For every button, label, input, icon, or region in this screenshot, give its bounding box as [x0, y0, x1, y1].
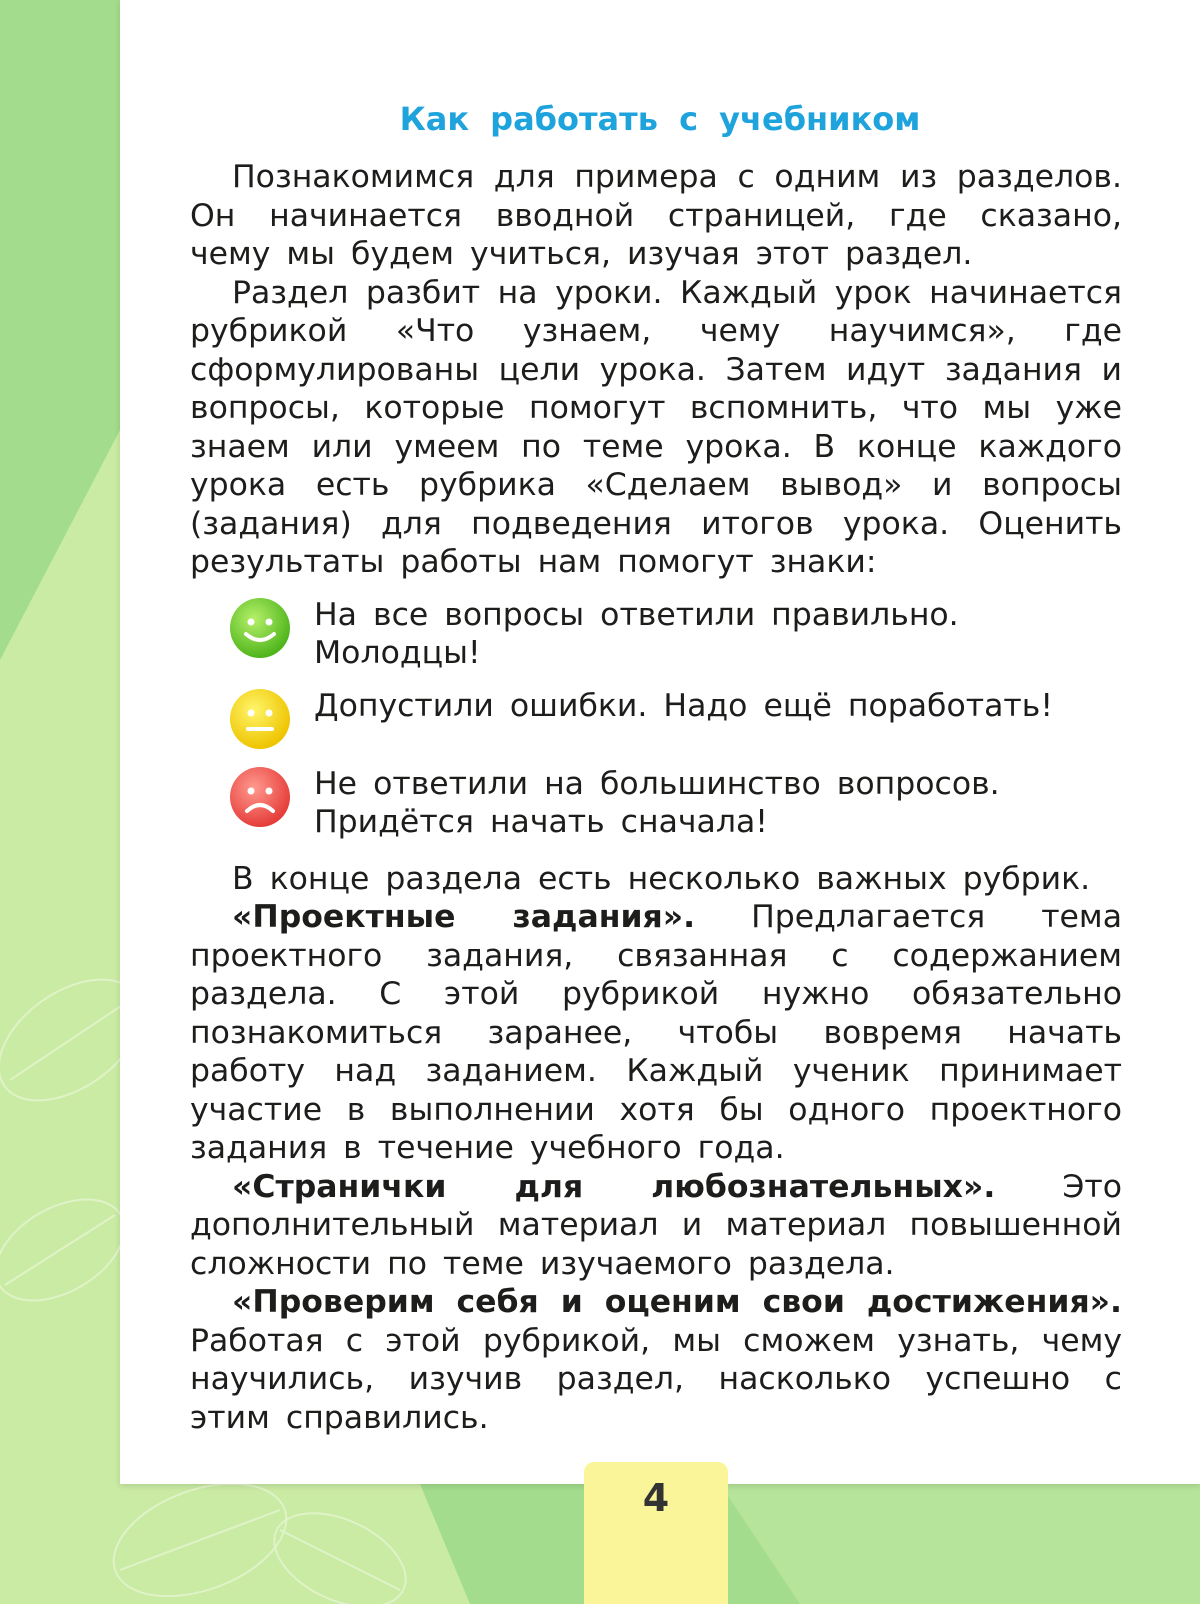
- mark-correct: [190, 596, 1122, 673]
- rubric-text: Предлагается тема проектного задания, связанная с содержанием раздела. С этой рубрикой нужно обязательно познакомиться заранее, чтобы вовремя начать работу над заданием. Каждый ученик принимает участие в выполнении хотя бы одного проектного задания в течение учебного года.: [190, 899, 1123, 1166]
- page-number: 4: [642, 1476, 670, 1520]
- rubric-text: Работая с этой рубрикой, мы сможем узнать, чему научились, изучив раздел, насколько успешно с этим справились.: [190, 1322, 1122, 1436]
- main-text: [190, 158, 1122, 1437]
- intro-paragraph: Познакомимся для примера с одним из разделов. Он начинается вводной страницей, где сказано, чему мы будем учиться, изучая этот раздел.: [190, 159, 1122, 272]
- green-smile-icon: [228, 596, 292, 660]
- page-number-tab: [584, 1462, 728, 1604]
- mark-errors-text: Допустили ошибки. Надо ещё поработать!: [314, 687, 1053, 724]
- rubric-projects: [190, 898, 1122, 1168]
- evaluation-marks: [190, 596, 1122, 842]
- yellow-neutral-face-icon: [228, 687, 292, 751]
- rubric-title: «Странички для любознательных».: [232, 1168, 996, 1205]
- mark-errors: [190, 687, 1122, 751]
- rubric-title: «Проверим себя и оценим свои достижения».: [232, 1284, 1122, 1320]
- mark-failed-text: Не ответили на большинство вопросов. Придётся начать сначала!: [314, 765, 1000, 840]
- rubric-selfcheck: [190, 1283, 1122, 1437]
- mark-failed: [190, 765, 1122, 842]
- page-title: Как работать с учебником: [399, 100, 921, 138]
- rubric-text: Это дополнительный материал и материал повышенной сложности по теме изучаемого раздела.: [190, 1168, 1122, 1282]
- rubrics-intro: В конце раздела есть несколько важных рубрик.: [232, 860, 1091, 897]
- rubric-curious: [190, 1168, 1122, 1284]
- rubric-title: «Проектные задания».: [232, 899, 696, 935]
- mark-correct-text: На все вопросы ответили правильно. Молодцы!: [314, 596, 959, 671]
- lessons-paragraph: Раздел разбит на уроки. Каждый урок начинается рубрикой «Что узнаем, чему научимся», где сформулированы цели урока. Затем идут задания и вопросы, которые помогут вспомнить, что мы уже знаем или умеем по теме урока. В конце каждого урока есть рубрика «Сделаем вывод» и вопросы (задания) для подведения итогов урока. Оценить результаты работы нам помогут знаки:: [190, 274, 1122, 580]
- red-sad-face-icon: [228, 765, 292, 829]
